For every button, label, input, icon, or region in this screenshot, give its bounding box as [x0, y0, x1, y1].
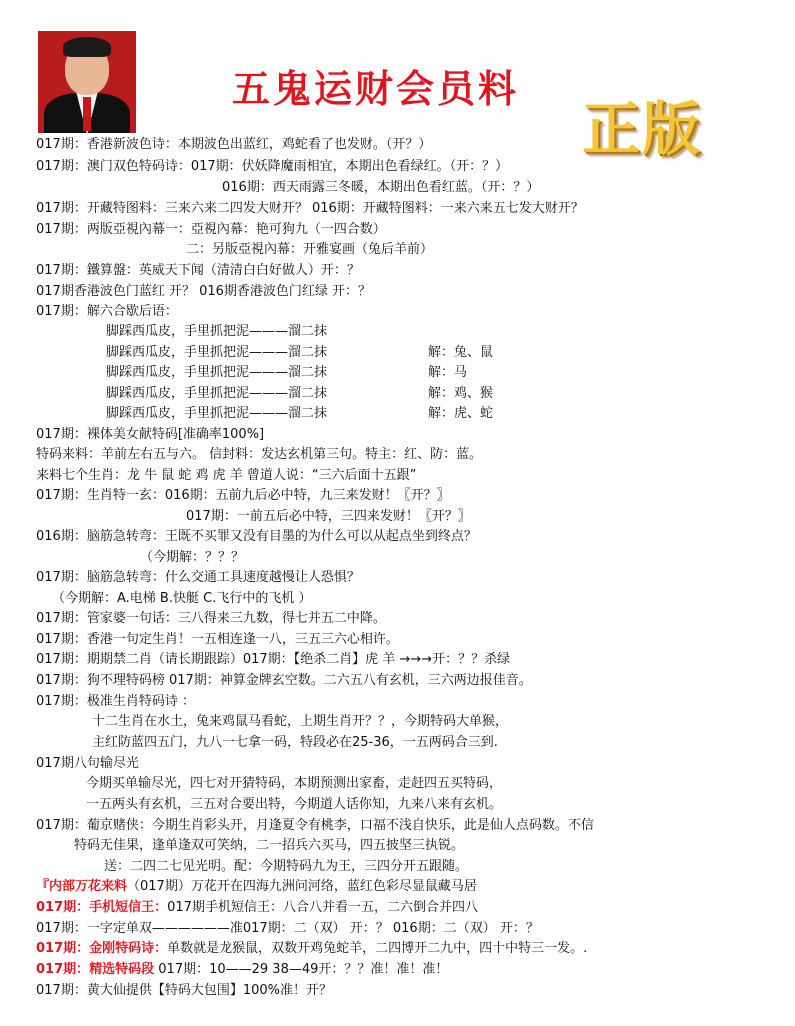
text-line: 017期：香港新波色诗：本期波色出蓝红，鸡蛇看了也发财。（开？） — [36, 137, 432, 152]
text-line: 主红防蓝四五门，九八一七拿一码，特段必在25-36，一五两码合三到. — [92, 735, 498, 750]
text-line: 017期：脑筋急转弯：什么交通工具速度越慢让人恐惧？ — [36, 570, 360, 585]
text-line: 来料七个生肖：龙 牛 鼠 蛇 鸡 虎 羊 曾道人说：“三六后面十五跟” — [36, 468, 417, 483]
text-line: 017期：两版亞視內幕一：亞視內幕：艳可狗九（一四合数） — [36, 222, 386, 237]
text-line: 脚踩西瓜皮，手里抓把泥———溜二抹 — [106, 345, 328, 360]
text-line: 017期：裸体美女献特码[准确率100%] — [36, 427, 265, 442]
text-line: 017期：香港一句定生肖！一五相连逢一八，三五三六心相许。 — [36, 632, 399, 647]
text-line: 二：另版亞視內幕：开雅宴画（兔后羊前） — [186, 242, 434, 257]
red-heading: 017期：手机短信王： — [36, 900, 168, 915]
page-title: 五鬼运财会员料 — [232, 66, 520, 111]
text-line: 017期：开藏特图料：三来六来二四发大财开？ 016期：开藏特图料：一来六来五七发大财开？ — [36, 201, 584, 216]
text-line: 脚踩西瓜皮，手里抓把泥———溜二抹 — [106, 386, 328, 401]
answer-note: 解：虎、蛇 — [428, 406, 494, 421]
text-line: 017期：葡京赌侠：今期生肖彩头开，月逢夏令有桃李，口福不浅自快乐，此是仙人点码数。不信 — [36, 818, 594, 833]
text-line — [36, 898, 478, 918]
text-line: 017期：极准生肖特码诗 ： — [36, 694, 195, 709]
text-line: 一五两头有玄机，三五对合要出特，今期道人话你知，九来八来有玄机。 — [86, 797, 503, 812]
line-body: 017期：10——29 38—49开：？？准！准！准！ — [154, 962, 449, 977]
text-line: 017期八句输尽光 — [36, 756, 139, 771]
text-line: 脚踩西瓜皮，手里抓把泥———溜二抹 — [106, 365, 328, 380]
text-line — [36, 877, 477, 897]
text-line: （今期解：？？？ — [140, 550, 245, 565]
text-line: 送：二四二七见光明。配：今期特码九为王，三四分开五跟随。 — [104, 859, 469, 874]
text-line: 脚踩西瓜皮，手里抓把泥———溜二抹 — [106, 406, 328, 421]
person-photo — [38, 31, 136, 133]
text-line: 特码来料：羊前左右五与六。 信封料：发达玄机第三句。特主：红、防：蓝。 — [36, 447, 483, 462]
zhengban-badge: 正版 — [582, 95, 703, 163]
text-line: 017期香港波色门蓝红 开？ 016期香港波色门红绿 开：？ — [36, 284, 372, 299]
text-line: 017期：期期禁二肖（请长期跟踪）017期：【绝杀二肖】虎 羊 →→→开：？？杀绿 — [36, 652, 511, 667]
red-heading: 『内部万花来料 — [36, 879, 128, 894]
line-body: 单数就是龙猴鼠，双数开鸡兔蛇羊，二四博开二九中，四十中特三一发。. — [167, 941, 588, 956]
text-line: 017期：生肖特一玄：016期：五前九后必中特，九三来发财！〖开？〗 — [36, 488, 450, 503]
text-line: 016期：西天雨露三冬暖，本期出色看红蓝。（开：？） — [222, 180, 540, 195]
answer-note: 解：兔、鼠 — [428, 345, 494, 360]
text-line: 017期：一字定单双——————准017期：二（双） 开：？ 016期：二（双） 开：？ — [36, 921, 539, 936]
text-line: 017期：管家婆一句话：三八得来三九数，得七并五二中降。 — [36, 611, 386, 626]
text-line: 十二生肖在水土，兔来鸡鼠马看蛇，上期生肖开？？，今期特码大单猴， — [92, 714, 509, 729]
answer-note: 解：鸡、猴 — [428, 386, 494, 401]
text-line: 脚踩西瓜皮，手里抓把泥———溜二抹 — [106, 324, 328, 339]
text-line — [36, 960, 448, 980]
red-heading: 017期：金刚特码诗： — [36, 941, 168, 956]
text-line: 017期：澳门双色特码诗：017期：伏妖降魔雨相宜，本期出色看绿红。（开：？） — [36, 159, 509, 174]
text-line: 今期买单输尽光，四七对开猜特码，本期预测出家畜，走赶四五买特码， — [86, 776, 503, 791]
text-line: 特码无佳果，逢单逢双可笑纳，二一招兵六买马，四五披坚三执锐。 — [74, 838, 465, 853]
text-line: 016期：脑筋急转弯：王既不买罪又没有目墨的为什么可以从起点坐到终点？ — [36, 529, 477, 544]
text-line: （今期解：A.电梯 B.快艇 C.飞行中的飞机 ） — [52, 591, 312, 606]
line-body: （017期）万花开在四海九洲问河络，蓝红色彩尽显鼠藏马居 — [127, 879, 477, 894]
text-line: 017期：鐵算盤：英威天下闻（清清白白好做人）开：？ — [36, 263, 360, 278]
red-heading: 017期：精选特码段 — [36, 962, 155, 977]
text-line: 017期：解六合歇后语： — [36, 304, 178, 319]
text-line: 017期：黄大仙提供【特码大包围】100%准！开？ — [36, 983, 332, 998]
text-line — [36, 939, 587, 959]
line-body: 017期手机短信王：八合八并看一五，二六倒合并四八 — [167, 900, 478, 915]
text-line: 017期：狗不理特码榜 017期：神算金牌玄空数。二六五八有玄机，三六两边报佳音。 — [36, 673, 532, 688]
answer-note: 解：马 — [428, 365, 468, 380]
text-line: 017期：一前五后必中特，三四来发财！〖开？〗 — [186, 509, 471, 524]
